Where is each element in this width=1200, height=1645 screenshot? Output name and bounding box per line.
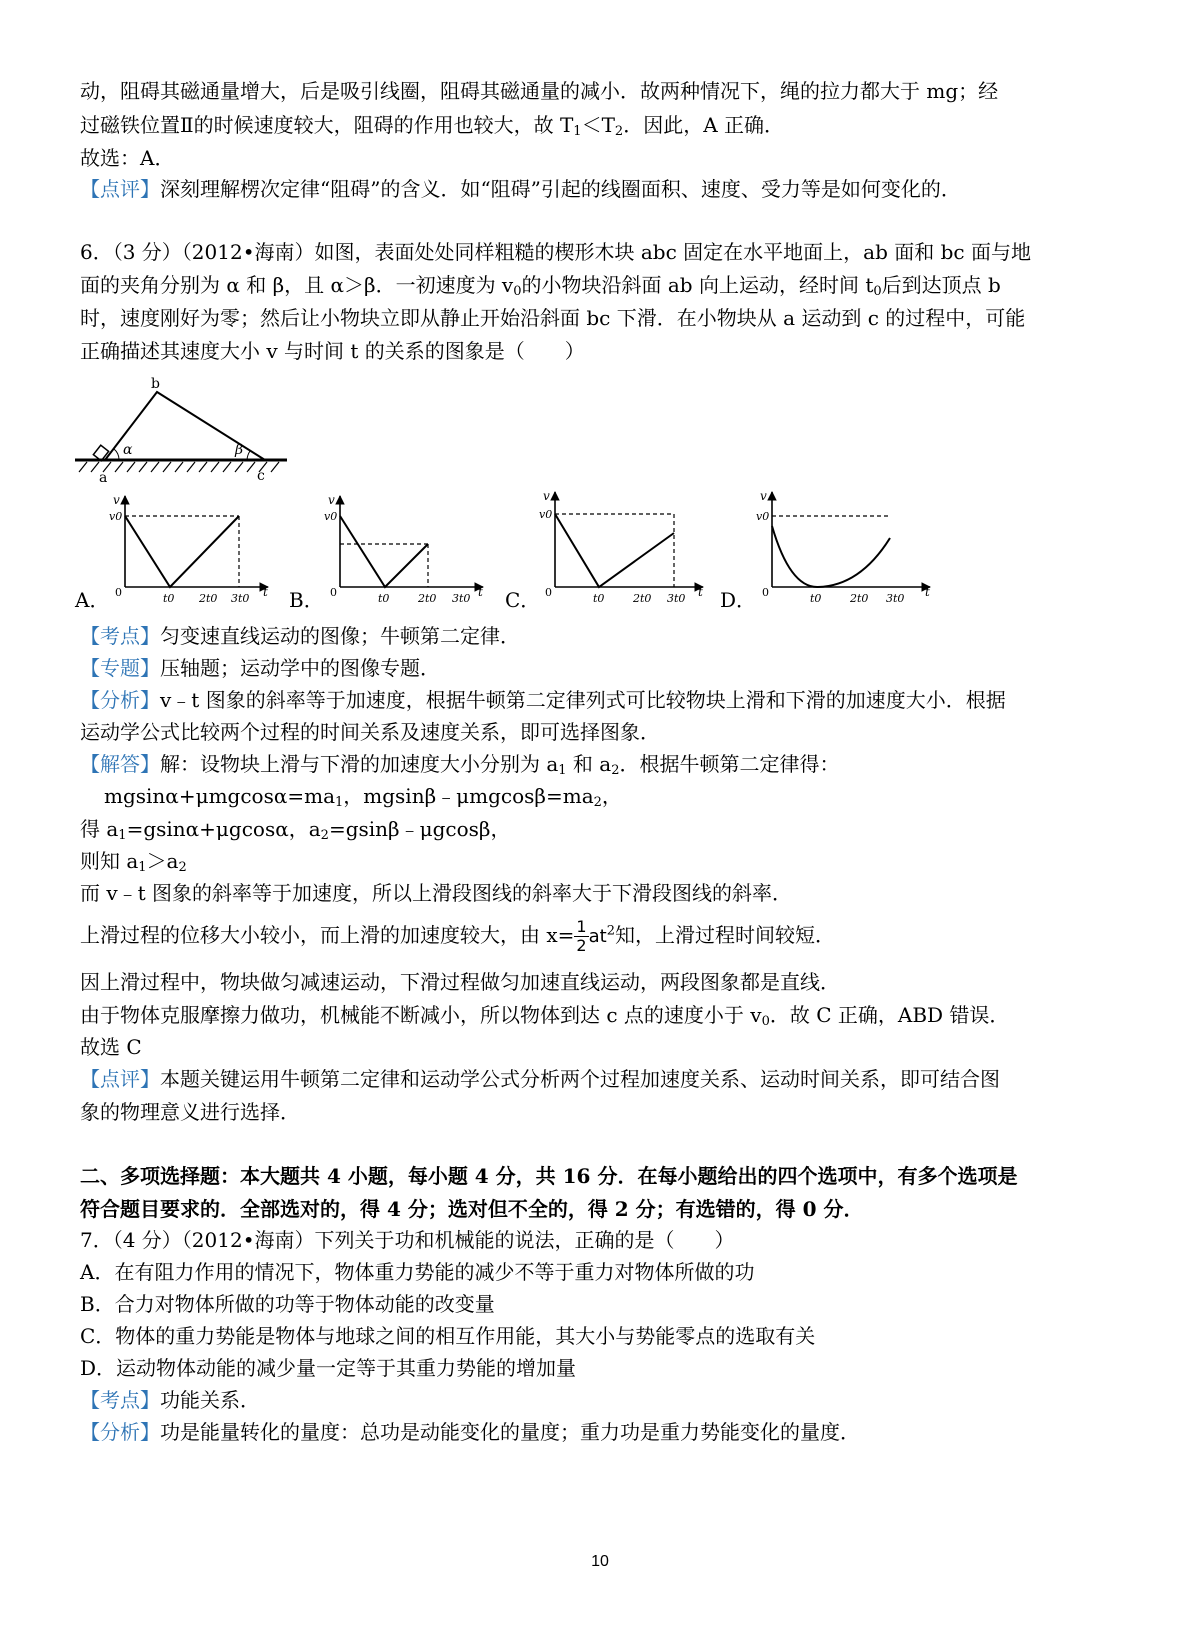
kaodian-tag: 【考点】 [80,624,160,648]
fenxi-line: 【分析】v﹣t 图象的斜率等于加速度，根据牛顿第二定律列式可比较物块上滑和下滑的加速度大小．根据 [80,688,1006,712]
option-d-label: D． [720,588,757,612]
graph-a [103,492,278,612]
text-line: 正确描述其速度大小 v 与时间 t 的关系的图象是（ ） [80,339,585,363]
fenxi-line: 【分析】功是能量转化的量度：总功是动能变化的量度；重力功是重力势能变化的量度． [80,1420,860,1444]
tick-2t0: 2t0 [418,592,437,605]
axis-v0: v0 [539,508,553,521]
label-alpha: α [123,442,133,458]
label-b: b [151,376,160,392]
tick-3t0: 3t0 [667,592,686,605]
axis-origin: 0 [115,586,122,599]
review-tag: 【点评】 [80,177,160,201]
review-tag: 【点评】 [80,1067,160,1091]
axis-v: v [113,493,120,507]
tick-t0: t0 [810,592,822,605]
question-7-stem: 7．（4 分）（2012•海南）下列关于功和机械能的说法，正确的是（ ） [80,1228,735,1252]
section-heading: 二、多项选择题：本大题共 4 小题，每小题 4 分，共 16 分．在每小题给出的四个选项中，有多个选项是 [80,1164,1018,1188]
axis-v0: v0 [756,510,770,523]
graph-d [750,488,940,612]
graph-c [533,488,713,612]
text-line: 过磁铁位置Ⅱ的时候速度较大，阻碍的作用也较大，故 $T_1<T_2$．因此，A 正确． [80,113,785,139]
text-line: 故选 C [80,1035,142,1059]
axis-v0: v0 [324,510,338,523]
axis-v: v [760,489,767,503]
tick-t0: t0 [378,592,390,605]
label-a: a [99,470,108,484]
page-number: 10 [591,1553,609,1570]
tick-2t0: 2t0 [633,592,652,605]
text-line: 时，速度刚好为零；然后让小物块立即从静止开始沿斜面 bc 下滑．在小物块从 a 运动到 c 的过程中，可能 [80,306,1026,330]
option-a: A．在有阻力作用的情况下，物体重力势能的减少不等于重力对物体所做的功 [80,1260,755,1284]
label-beta: β [235,442,244,458]
formula-line: 上滑过程的位移大小较小，而上滑的加速度较大，由 x= $\frac{1}{2}$ $at^2$知，上滑过程时间较短． [80,917,835,955]
axis-v: v [543,489,550,503]
option-d: D．运动物体动能的减少量一定等于其重力势能的增加量 [80,1356,577,1380]
axis-origin: 0 [330,586,337,599]
axis-t: t [478,585,483,599]
text-line: 而 v﹣t 图象的斜率等于加速度，所以上滑段图线的斜率大于下滑段图线的斜率． [80,881,793,905]
text-line: 因上滑过程中，物块做匀减速运动，下滑过程做匀加速直线运动，两段图象都是直线． [80,970,840,994]
kaodian-tag: 【考点】 [80,1388,160,1412]
graph-b [318,492,493,612]
equation-line: 则知 $a_1>a_2$ [80,849,187,875]
option-c-label: C． [505,588,541,612]
wedge-figure [75,372,290,484]
option-b: B．合力对物体所做的功等于物体动能的改变量 [80,1292,495,1316]
tick-2t0: 2t0 [199,592,218,605]
text-line: 运动学公式比较两个过程的时间关系及速度关系，即可选择图象． [80,720,660,744]
tick-t0: t0 [163,592,175,605]
axis-t: t [925,585,930,599]
axis-v: v [328,493,335,507]
review-line: 【点评】本题关键运用牛顿第二定律和运动学公式分析两个过程加速度关系、运动时间关系，即可结合图 [80,1067,1000,1091]
tick-t0: t0 [593,592,605,605]
text-line: 面的夹角分别为 α 和 β，且 α＞β．一初速度为 $v_0$的小物块沿斜面 ab 向上运动，经时间 $t_0$后到达顶点 b [80,273,1001,299]
equation-line: $mgsin\alpha+\mu mgcos\alpha=ma_1$，$mgsin\beta﹣\mu mgcos\beta=ma_2$， [104,784,622,810]
axis-t: t [263,585,268,599]
axis-origin: 0 [762,586,769,599]
tick-2t0: 2t0 [850,592,869,605]
text-line: 故选：A． [80,146,175,170]
question-6-stem: 6．（3 分）（2012•海南）如图，表面处处同样粗糙的楔形木块 abc 固定在水平地面上，ab 面和 bc 面与地 [80,240,1031,264]
fenxi-tag: 【分析】 [80,1420,160,1444]
tick-3t0: 3t0 [231,592,250,605]
option-a-label: A． [75,588,110,612]
option-b-label: B． [289,588,324,612]
section-heading: 符合题目要求的．全部选对的，得 4 分；选对但不全的，得 2 分；有选错的，得 0 分． [80,1197,864,1221]
jieda-tag: 【解答】 [80,752,160,776]
text-line: 动，阻碍其磁通量增大，后是吸引线圈，阻碍其磁通量的减小．故两种情况下，绳的拉力都大于 mg；经 [80,79,999,103]
kaodian-line: 【考点】功能关系． [80,1388,260,1412]
equation-line: 得 $a_1=gsin\alpha+\mu gcos\alpha$，$a_2=gsin\beta﹣\mu gcos\beta$， [80,817,511,843]
text-line: 由于物体克服摩擦力做功，机械能不断减小，所以物体到达 c 点的速度小于 $v_0$．故 C 正确，ABD 错误． [80,1003,1010,1029]
option-c: C．物体的重力势能是物体与地球之间的相互作用能，其大小与势能零点的选取有关 [80,1324,816,1348]
axis-v0: v0 [109,510,123,523]
review-line: 【点评】深刻理解楞次定律“阻碍”的含义．如“阻碍”引起的线圈面积、速度、受力等是如何变化的． [80,177,961,201]
axis-origin: 0 [545,586,552,599]
text-line: 象的物理意义进行选择． [80,1100,300,1124]
tick-3t0: 3t0 [886,592,905,605]
kaodian-line: 【考点】匀变速直线运动的图像；牛顿第二定律． [80,624,520,648]
label-c: c [257,468,265,484]
tick-3t0: 3t0 [452,592,471,605]
zhuanti-tag: 【专题】 [80,656,160,680]
zhuanti-line: 【专题】压轴题；运动学中的图像专题． [80,656,440,680]
fenxi-tag: 【分析】 [80,688,160,712]
jieda-line: 【解答】解：设物块上滑与下滑的加速度大小分别为 $a_1$ 和 $a_2$．根据牛顿第二定律得： [80,752,840,778]
axis-t: t [698,585,703,599]
fraction-half: $\frac{1}{2}$ [576,917,587,955]
